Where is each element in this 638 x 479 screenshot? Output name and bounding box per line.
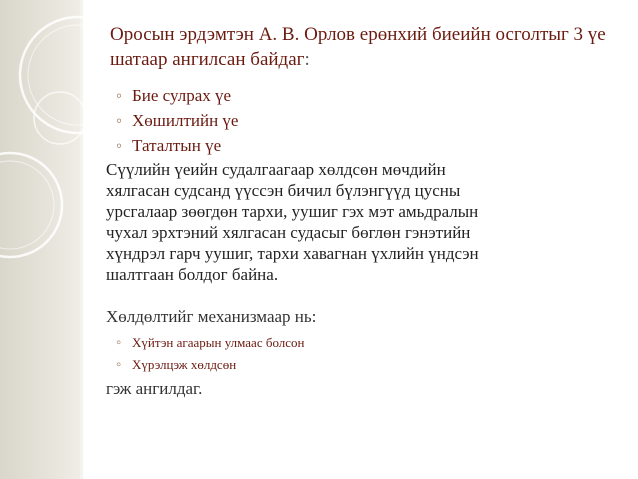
- mechanism-heading: Хөлдөлтийг механизмаар нь:: [106, 307, 317, 326]
- title-text: Оросын эрдэмтэн А. В. Орлов ерөнхий биеийн осголтыг 3 үе шатаар ангилсан байдаг: [110, 24, 606, 70]
- paragraph-line: урсгалаар зөөгдөн тархи, уушиг гэх мэт амьдралын: [106, 202, 479, 221]
- stage-list: [110, 84, 625, 158]
- paragraph-line: хялгасан судсанд үүссэн бичил бүлэнгүүд цусны: [106, 181, 461, 200]
- list-item: ◦ Бие сулрах үе: [110, 84, 625, 108]
- slide-content: [106, 84, 625, 400]
- paragraph-line: чухал эрхтэний хялгасан судасыг бөглөн гэнэтийн: [106, 223, 471, 242]
- list-item: ◦ Хүрэлцэж хөлдсөн: [110, 354, 625, 376]
- paragraph-line: Сүүлийн үеийн судалгаагаар хөлдсөн мөчдийн: [106, 160, 446, 179]
- closing-text: гэж ангилдаг.: [106, 379, 203, 398]
- mechanism-list: [110, 332, 625, 376]
- paragraph-line: хүндрэл гарч уушиг, тархи хавагнан үхлийн үндсэн: [106, 244, 479, 263]
- research-paragraph: [106, 159, 625, 285]
- slide-title: [110, 22, 610, 72]
- list-item: ◦ Хүйтэн агаарын улмаас болсон: [110, 332, 625, 354]
- list-item: ◦ Таталтын үе: [110, 134, 625, 158]
- title-colon: :: [304, 49, 310, 70]
- list-item: ◦ Хөшилтийн үе: [110, 109, 625, 133]
- paragraph-line: шалтгаан болдог байна.: [106, 265, 279, 284]
